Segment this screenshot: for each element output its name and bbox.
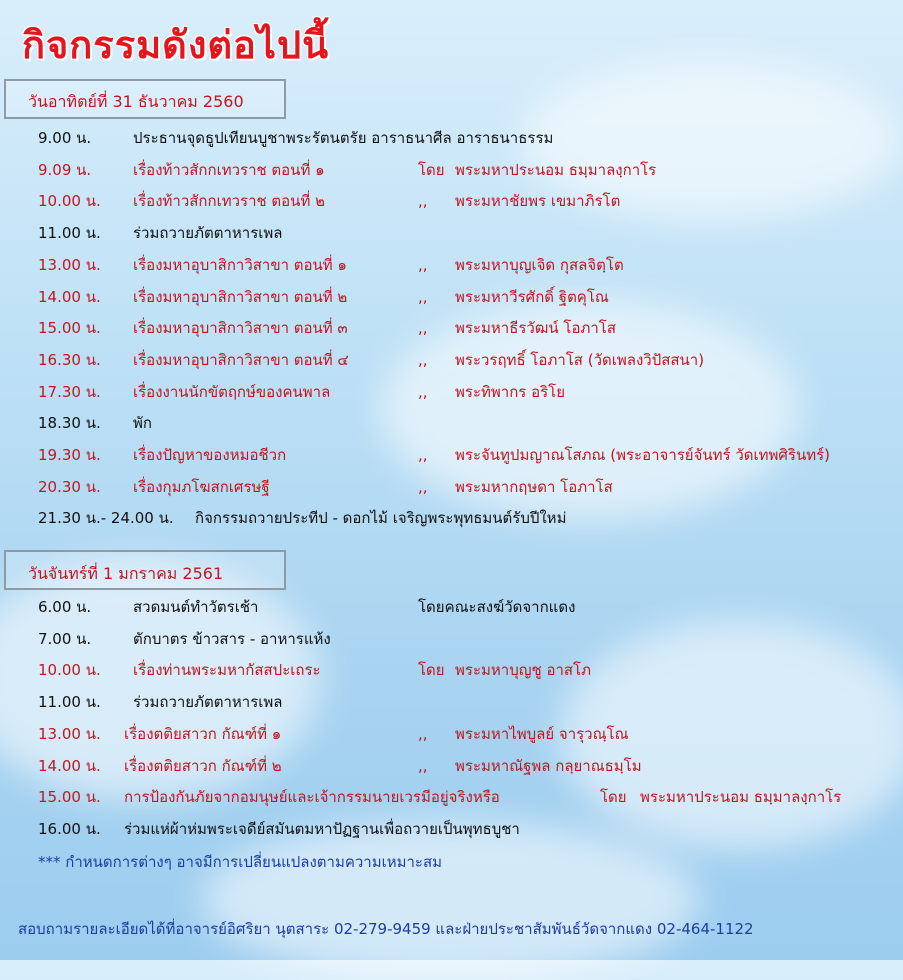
schedule-row bbox=[0, 409, 903, 437]
schedule-time: 15.00 น. bbox=[38, 788, 101, 807]
schedule-topic: เรื่องท่านพระมหากัสสปะเถระ bbox=[133, 661, 321, 680]
schedule-row bbox=[0, 346, 903, 374]
schedule-speaker: พระมหาประนอม ธมฺมาลงฺกาโร bbox=[455, 160, 657, 179]
schedule-time: 20.30 น. bbox=[38, 477, 101, 496]
schedule-by: ,, bbox=[418, 756, 428, 775]
schedule-by: โดย bbox=[418, 160, 445, 179]
schedule-row bbox=[0, 124, 903, 152]
schedule-speaker: พระมหาบุญเจิด กุสลจิตฺโต bbox=[455, 255, 624, 274]
schedule-by: ,, bbox=[418, 287, 428, 306]
schedule-row bbox=[0, 688, 903, 716]
schedule-speaker: พระมหาณัฐพล กลฺยาณธมฺโม bbox=[455, 756, 642, 775]
schedule-row bbox=[0, 504, 903, 532]
schedule-topic: กิจกรรมถวายประทีป - ดอกไม้ เจริญพระพุทธมนต์รับปีใหม่ bbox=[195, 509, 567, 528]
schedule-topic: เรื่องท้าวสักกเทวราช ตอนที่ ๑ bbox=[133, 160, 325, 179]
schedule-row bbox=[0, 656, 903, 684]
schedule-row bbox=[0, 314, 903, 342]
schedule-speaker: พระมหาประนอม ธมฺมาลงฺกาโร bbox=[640, 788, 842, 807]
schedule-time: 6.00 น. bbox=[38, 598, 92, 616]
contact-footer: สอบถามรายละเอียดได้ที่อาจารย์อิศริยา นุตสาระ 02-279-9459 และฝ่ายประชาสัมพันธ์วัดจากแดง 02-464-1122 bbox=[18, 920, 754, 938]
schedule-speaker: พระมหาวีรศักดิ์ ฐิตคุโณ bbox=[455, 287, 609, 306]
schedule-topic: เรื่องมหาอุบาสิกาวิสาขา ตอนที่ ๒ bbox=[133, 287, 348, 306]
schedule-time: 13.00 น. bbox=[38, 255, 101, 274]
schedule-time: 15.00 น. bbox=[38, 319, 101, 338]
schedule-speaker: พระวรฤทธิ์ โอภาโส (วัดเพลงวิปัสสนา) bbox=[455, 350, 705, 369]
schedule-topic: ประธานจุดธูปเทียนบูชาพระรัตนตรัย อาราธนาศีล อาราธนาธรรม bbox=[133, 129, 554, 147]
schedule-topic: เรื่องปัญหาของหมอชีวก bbox=[133, 446, 287, 464]
schedule-row bbox=[0, 625, 903, 653]
schedule-topic: การป้องกันภัยจากอมนุษย์และเจ้ากรรมนายเวรมีอยู่จริงหรือ bbox=[124, 788, 500, 807]
schedule-time: 10.00 น. bbox=[38, 661, 101, 680]
schedule-speaker: พระมหาไพบูลย์ จารุวณฺโณ bbox=[455, 724, 629, 743]
schedule-by: ,, bbox=[418, 477, 428, 496]
schedule-topic: ร่วมแห่ผ้าห่มพระเจดีย์สมันตมหาปัฏฐานเพื่อถวายเป็นพุทธบูชา bbox=[124, 819, 520, 838]
schedule-topic: ตักบาตร ข้าวสาร - อาหารแห้ง bbox=[133, 629, 331, 648]
schedule-speaker: พระมหาบุญชู อาสโภ bbox=[455, 661, 591, 680]
day1-label: วันอาทิตย์ที่ 31 ธันวาคม 2560 bbox=[28, 92, 244, 111]
schedule-row bbox=[0, 593, 903, 621]
schedule-row bbox=[0, 815, 903, 843]
schedule-speaker: พระจันทูปมญาณโสภณ (พระอาจารย์จันทร์ วัดเทพศิรินทร์) bbox=[455, 446, 831, 464]
schedule-time: 16.00 น. bbox=[38, 819, 101, 838]
schedule-by: ,, bbox=[418, 255, 428, 274]
schedule-row bbox=[0, 378, 903, 406]
schedule-time: 11.00 น. bbox=[38, 224, 101, 243]
schedule-row bbox=[0, 441, 903, 469]
schedule-time: 13.00 น. bbox=[38, 724, 101, 743]
schedule-speaker: พระมหาธีรวัฒน์ โอภาโส bbox=[455, 319, 616, 338]
schedule-topic: เรื่องมหาอุบาสิกาวิสาขา ตอนที่ ๓ bbox=[133, 319, 348, 338]
schedule-note: *** กำหนดการต่างๆ อาจมีการเปลี่ยนแปลงตามความเหมาะสม bbox=[38, 853, 443, 871]
schedule-topic: สวดมนต์ทำวัตรเช้า bbox=[133, 598, 259, 616]
schedule-speaker: พระทิพากร อริโย bbox=[455, 382, 566, 401]
schedule-time: 19.30 น. bbox=[38, 446, 101, 464]
schedule-topic: เรื่องตติยสาวก กัณฑ์ที่ ๒ bbox=[124, 756, 282, 775]
schedule-topic: ร่วมถวายภัตตาหารเพล bbox=[133, 224, 283, 243]
schedule-by: โดย bbox=[418, 661, 445, 680]
schedule-time: 21.30 น.- 24.00 น. bbox=[38, 509, 174, 528]
schedule-topic: เรื่องมหาอุบาสิกาวิสาขา ตอนที่ ๑ bbox=[133, 255, 347, 274]
schedule-time: 17.30 น. bbox=[38, 382, 101, 401]
schedule-row bbox=[0, 156, 903, 184]
schedule-time: 9.00 น. bbox=[38, 129, 92, 147]
cloud-decoration bbox=[200, 820, 700, 980]
schedule-row bbox=[0, 219, 903, 247]
schedule-topic: เรื่องกุมภโฆสกเศรษฐี bbox=[133, 477, 270, 496]
schedule-speaker: พระมหากฤษดา โอภาโส bbox=[455, 477, 613, 496]
schedule-speaker: พระมหาชัยพร เขมาภิรโต bbox=[455, 192, 621, 211]
schedule-by: ,, bbox=[418, 350, 428, 369]
schedule-topic: เรื่องงานนักขัตฤกษ์ของคนพาล bbox=[133, 382, 331, 401]
schedule-topic: ร่วมถวายภัตตาหารเพล bbox=[133, 693, 283, 712]
schedule-time: 14.00 น. bbox=[38, 756, 101, 775]
schedule-by: ,, bbox=[418, 724, 428, 743]
day2-label: วันจันทร์ที่ 1 มกราคม 2561 bbox=[28, 564, 224, 583]
schedule-by: โดยคณะสงฆ์วัดจากแดง bbox=[418, 598, 576, 616]
schedule-row bbox=[0, 783, 903, 811]
schedule-time: 9.09 น. bbox=[38, 160, 92, 179]
schedule-topic: เรื่องตติยสาวก กัณฑ์ที่ ๑ bbox=[124, 724, 282, 743]
schedule-time: 7.00 น. bbox=[38, 629, 92, 648]
schedule-by: ,, bbox=[418, 382, 428, 401]
schedule-topic: เรื่องท้าวสักกเทวราช ตอนที่ ๒ bbox=[133, 192, 325, 211]
schedule-time: 11.00 น. bbox=[38, 693, 101, 712]
schedule-by: ,, bbox=[418, 446, 428, 464]
schedule-topic: พัก bbox=[133, 414, 152, 433]
schedule-time: 10.00 น. bbox=[38, 192, 101, 211]
schedule-time: 16.30 น. bbox=[38, 350, 101, 369]
schedule-row bbox=[0, 283, 903, 311]
schedule-row bbox=[0, 473, 903, 501]
schedule-by: ,, bbox=[418, 319, 428, 338]
schedule-by: ,, bbox=[418, 192, 428, 211]
schedule-by: โดย bbox=[600, 788, 627, 807]
page-title: กิจกรรมดังต่อไปนี้ bbox=[22, 23, 330, 67]
schedule-row bbox=[0, 720, 903, 748]
schedule-topic: เรื่องมหาอุบาสิกาวิสาขา ตอนที่ ๔ bbox=[133, 350, 349, 369]
schedule-row bbox=[0, 251, 903, 279]
schedule-time: 14.00 น. bbox=[38, 287, 101, 306]
schedule-row bbox=[0, 187, 903, 215]
schedule-row bbox=[0, 752, 903, 780]
schedule-time: 18.30 น. bbox=[38, 414, 101, 433]
